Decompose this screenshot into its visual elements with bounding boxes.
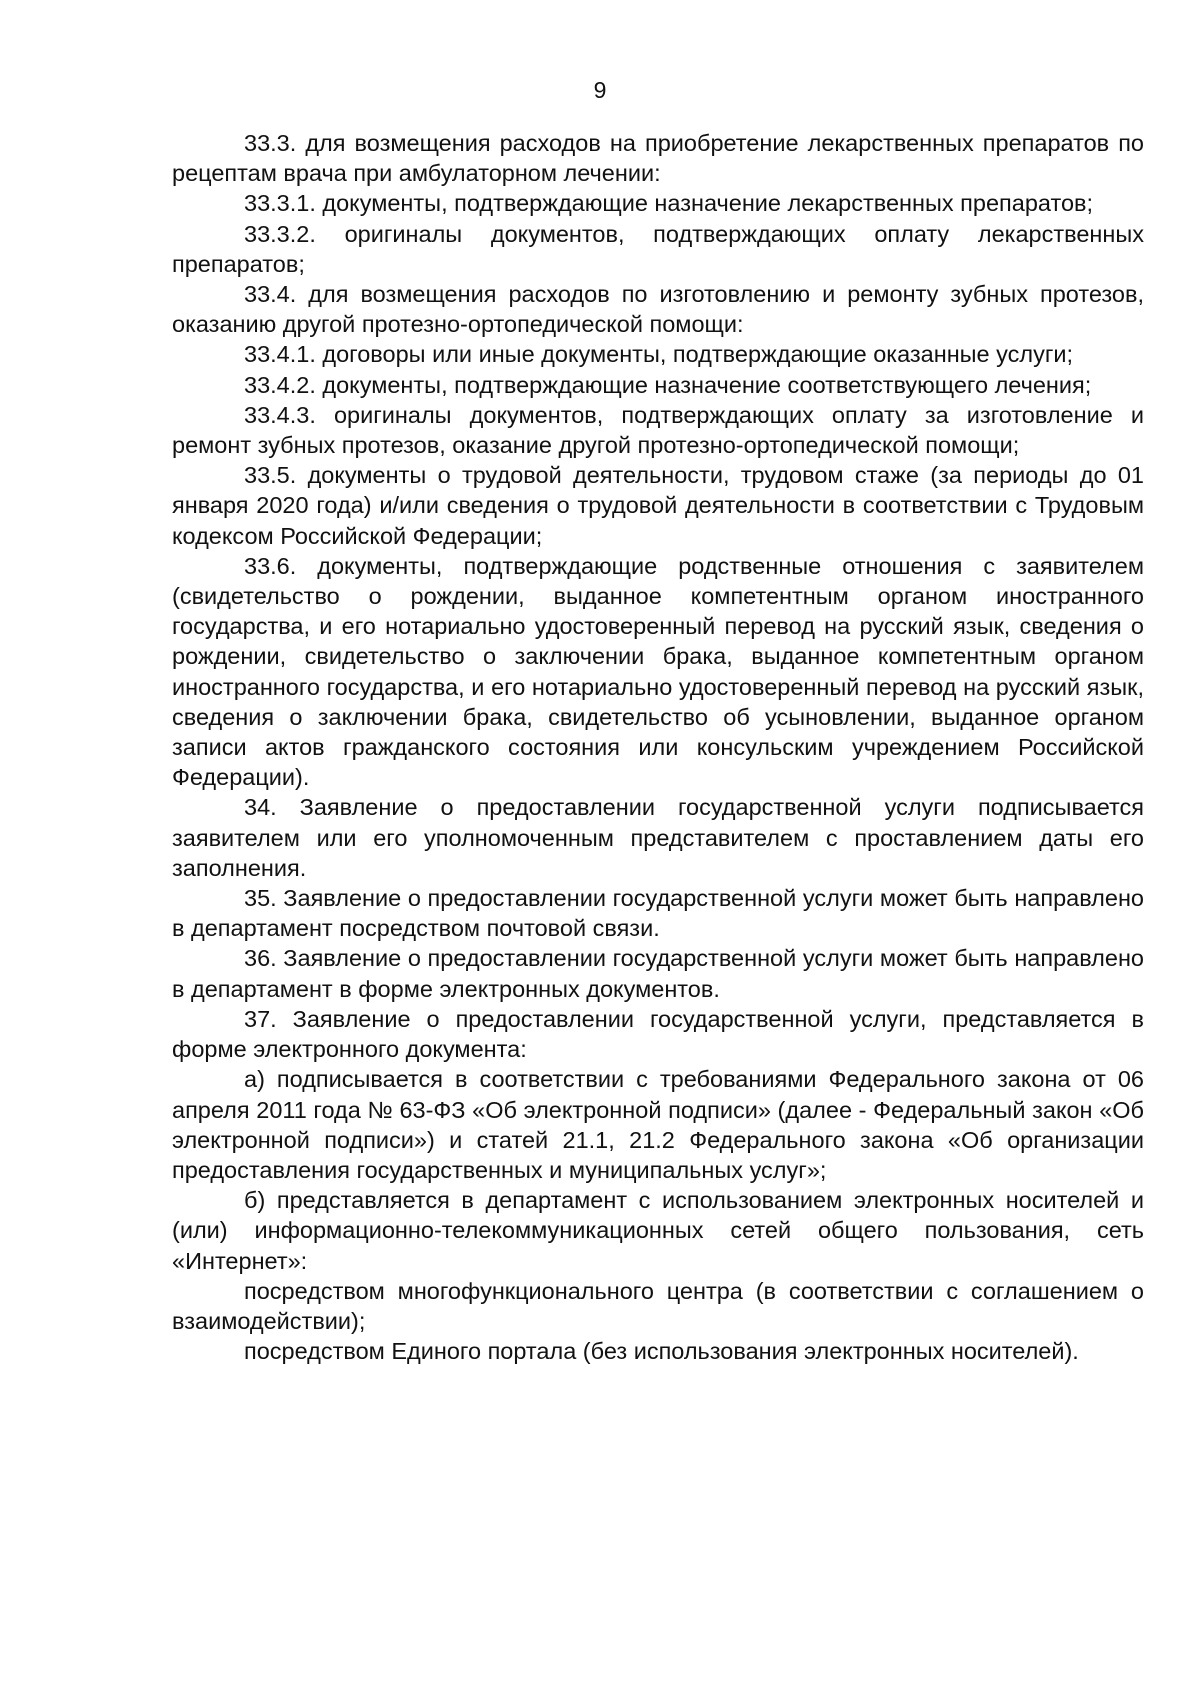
- paragraph-34: 34. Заявление о предоставлении государственной услуги подписывается заявителем или его уполномоченным представителем с проставлением даты его заполнения.: [172, 794, 1144, 881]
- paragraph-36: 36. Заявление о предоставлении государственной услуги может быть направлено в департамент в форме электронных документов.: [172, 945, 1144, 1002]
- paragraph-37-b: б) представляется в департамент с использованием электронных носителей и (или) информационно-телекоммуникационных сетей общего пользования, сеть «Интернет»:: [172, 1187, 1144, 1274]
- paragraph-33-3-2: 33.3.2. оригиналы документов, подтверждающих оплату лекарственных препаратов;: [172, 220, 1144, 277]
- paragraph-33-4-3: 33.4.3. оригиналы документов, подтверждающих оплату за изготовление и ремонт зубных протезов, оказание другой протезно-ортопедической помощи;: [172, 401, 1144, 459]
- document-body: [172, 128, 1144, 1366]
- paragraph-35: 35. Заявление о предоставлении государственной услуги может быть направлено в департамент посредством почтовой связи.: [172, 885, 1144, 942]
- paragraph-33-4-1: 33.4.1. договоры или иные документы, подтверждающие оказанные услуги;: [244, 341, 1074, 368]
- paragraph-37: 37. Заявление о предоставлении государственной услуги, представляется в форме электронного документа:: [172, 1005, 1144, 1063]
- paragraph-37-a: а) подписывается в соответствии с требованиями Федерального закона от 06 апреля 2011 года № 63-ФЗ «Об электронной подписи» (далее - Федеральный закон «Об электронной подписи») и статей 21.1, 21.2 Федерального закона «Об организации предоставления государственных и муниципальных услуг»;: [172, 1066, 1144, 1183]
- paragraph-33-4-2: 33.4.2. документы, подтверждающие назначение соответствующего лечения;: [244, 371, 1092, 398]
- paragraph-33-3-1: 33.3.1. документы, подтверждающие назначение лекарственных препаратов;: [244, 190, 1094, 217]
- paragraph-33-5: 33.5. документы о трудовой деятельности, трудовом стаже (за периоды до 01 января 2020 года) и/или сведения о трудовой деятельности в соответствии с Трудовым кодексом Российской Федерации;: [172, 462, 1144, 549]
- paragraph-33-4: 33.4. для возмещения расходов по изготовлению и ремонту зубных протезов, оказанию другой протезно-ортопедической помощи:: [172, 281, 1144, 338]
- paragraph-via-mfc: посредством многофункционального центра (в соответствии с соглашением о взаимодействии);: [172, 1277, 1144, 1334]
- page-number: 9: [593, 77, 607, 103]
- paragraph-33-3: 33.3. для возмещения расходов на приобретение лекарственных препаратов по рецептам врача при амбулаторном лечении:: [172, 130, 1144, 187]
- paragraph-33-6: 33.6. документы, подтверждающие родственные отношения с заявителем (свидетельство о рождении, выданное компетентным органом иностранного государства, и его нотариально удостоверенный перевод на русский язык, сведения о рождении, свидетельство о заключении брака, выданное компетентным органом иностранного государства, и его нотариально удостоверенный перевод на русский язык, сведения о заключении брака, свидетельство об усыновлении, выданное органом записи актов гражданского состояния или консульским учреждением Российской Федерации).: [172, 552, 1144, 791]
- paragraph-via-portal: посредством Единого портала (без использования электронных носителей).: [244, 1338, 1079, 1365]
